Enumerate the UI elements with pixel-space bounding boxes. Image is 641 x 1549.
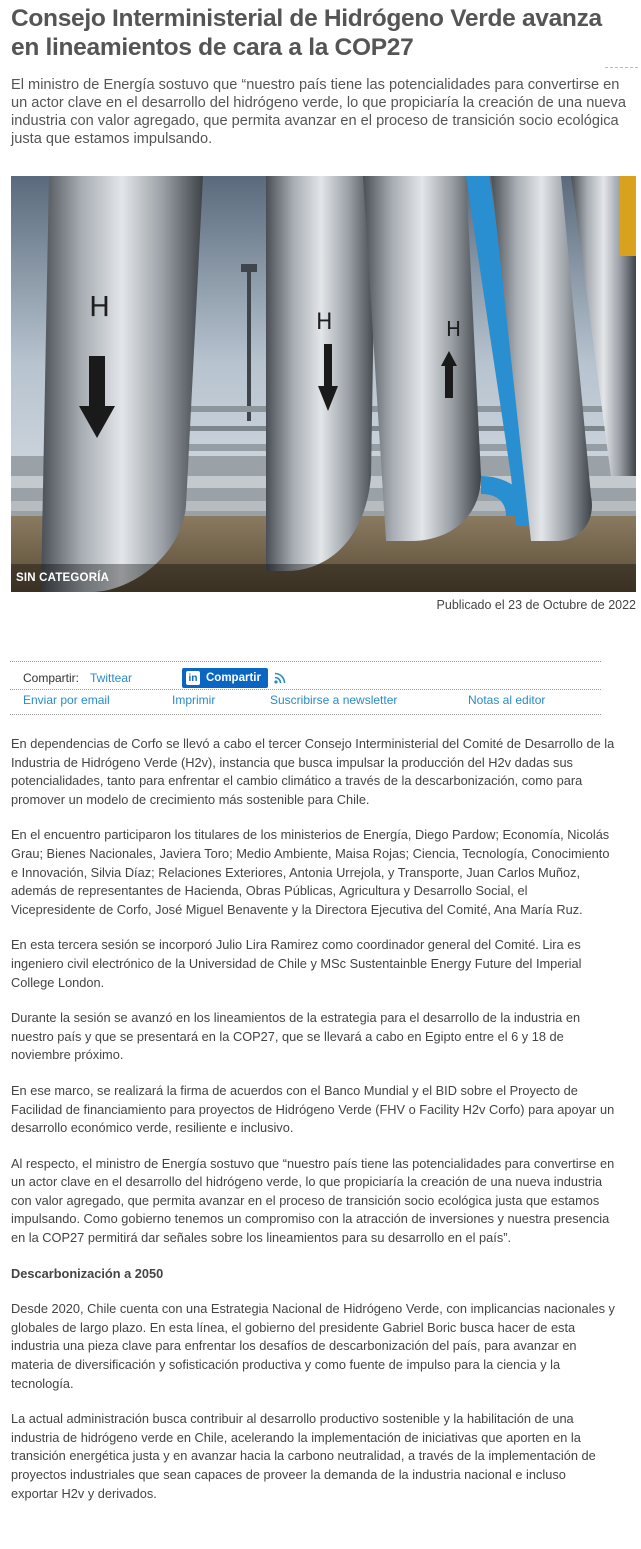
publish-date: Publicado el 23 de Octubre de 2022	[436, 598, 636, 612]
paragraph: Durante la sesión se avanzó en los lineamientos de la estrategia para el desarrollo de la industria en nuestro país y que se presentará en la COP27, que se llevará a cabo en Egipto entre el 6 y 18 de noviembre próximo.	[11, 1010, 581, 1063]
pipe-label: H	[89, 290, 111, 323]
hydrogen-pipes-photo	[11, 176, 636, 592]
editor-notes-link[interactable]: Notas al editor	[468, 693, 546, 707]
share-row	[10, 662, 601, 690]
share-toolbar	[10, 661, 601, 715]
article-title: Consejo Interministerial de Hidrógeno Verde avanza en lineamientos de cara a la COP27	[11, 5, 602, 61]
linkedin-icon: in	[186, 671, 200, 685]
share-label: Compartir:	[23, 671, 80, 685]
paragraph: En ese marco, se realizará la firma de acuerdos con el Banco Mundial y el BID sobre el Proyecto de Facilidad de financiamiento para proyectos de Hidrógeno Verde (FHV o Facility H2v Corfo) para apoyar un desarrollo económico verde, resiliente e inclusivo.	[11, 1082, 615, 1136]
pipe-label: H	[316, 310, 333, 335]
paragraph: Al respecto, el ministro de Energía sostuvo que “nuestro país tiene las potencialidades para convertirse en un actor clave en el desarrollo del hidrógeno verde, lo que propiciaría la creación de una nueva industria con valor agregado, que permita avanzar en el proceso de transición socio ecológica justa que estamos impulsando. Como gobierno tenemos un compromiso con la atracción de inversiones y nuestra presencia en la COP27 permitirá dar señales sobre los lineamientos para su desarrollo en el país”.	[11, 1155, 615, 1246]
paragraph: En el encuentro participaron los titulares de los ministerios de Energía, Diego Pardow; Economía, Nicolás Grau; Bienes Nacionales, Javiera Toro; Medio Ambiente, Maisa Rojas; Ciencia, Tecnología, Conocimiento e Innovación, Silvia Díaz; Relaciones Exteriores, Antonia Urrejola, y Transporte, Juan Carlos Muñoz, además de representantes de Hacienda, Obras Públicas, Agricultura y Desarrollo Social, el Vicepresidente de Corfo, José Miguel Benavente y la Directora Ejecutiva del Comité, Ana María Ruz.	[11, 827, 610, 917]
category-label[interactable]: SIN CATEGORÍA	[16, 572, 110, 584]
article-lead: El ministro de Energía sostuvo que “nuestro país tiene las potencialidades para convertirse en un actor clave en el desarrollo del hidrógeno verde, lo que propiciaría la creación de una nueva industria con valor agregado, que permita avanzar en el proceso de transición socio ecológica justa que estamos impulsando.	[11, 77, 626, 147]
paragraph: Desde 2020, Chile cuenta con una Estrategia Nacional de Hidrógeno Verde, con implicancias nacionales y globales de largo plazo. En esta línea, el gobierno del presidente Gabriel Boric busca hacer de esta industria una pieza clave para enfrentar los desafíos de descarbonización del país, para avanzar en materia de diversificación y sofisticación productiva y como fuente de impulso para la ciencia y la tecnología.	[11, 1301, 615, 1391]
pipe-label: H	[446, 317, 462, 341]
newsletter-link[interactable]: Suscribirse a newsletter	[270, 693, 398, 707]
paragraph: En dependencias de Corfo se llevó a cabo el tercer Consejo Interministerial del Comité de Desarrollo de la Industria de Hidrógeno Verde (H2v), instancia que busca impulsar la producción del H2v dadas sus potencialidades, tanto para enfrentar el cambio climático a través de la descarbonización, como para promover un modelo de crecimiento más sostenible para Chile.	[11, 736, 615, 807]
title-divider	[605, 67, 638, 68]
article-body	[11, 735, 615, 1520]
email-link[interactable]: Enviar por email	[23, 693, 110, 707]
linkedin-share-button[interactable]	[182, 668, 268, 688]
hero-image	[11, 176, 636, 592]
paragraph: En esta tercera sesión se incorporó Julio Lira Ramirez como coordinador general del Comité. Lira es ingeniero civil electrónico de la Universidad de Chile y MSc Sustentainble Energy Future del Imperial College London.	[11, 937, 582, 990]
section-heading: Descarbonización a 2050	[11, 1265, 164, 1281]
linkedin-share-label: Compartir	[206, 672, 261, 684]
rss-icon[interactable]	[274, 672, 286, 684]
twitter-share-link[interactable]: Twittear	[90, 671, 133, 685]
print-link[interactable]: Imprimir	[172, 693, 216, 707]
paragraph: La actual administración busca contribuir al desarrollo productivo sostenible y la habilitación de una industria de hidrógeno verde en Chile, acelerando la implementación de iniciativas que aporten en la transición energética justa y en avanzar hacia la carbono neutralidad, a través de la implementación de proyectos industriales que sean capaces de proveer la demanda de la industria nacional e incluso exportar H2v y derivados.	[11, 1411, 596, 1501]
